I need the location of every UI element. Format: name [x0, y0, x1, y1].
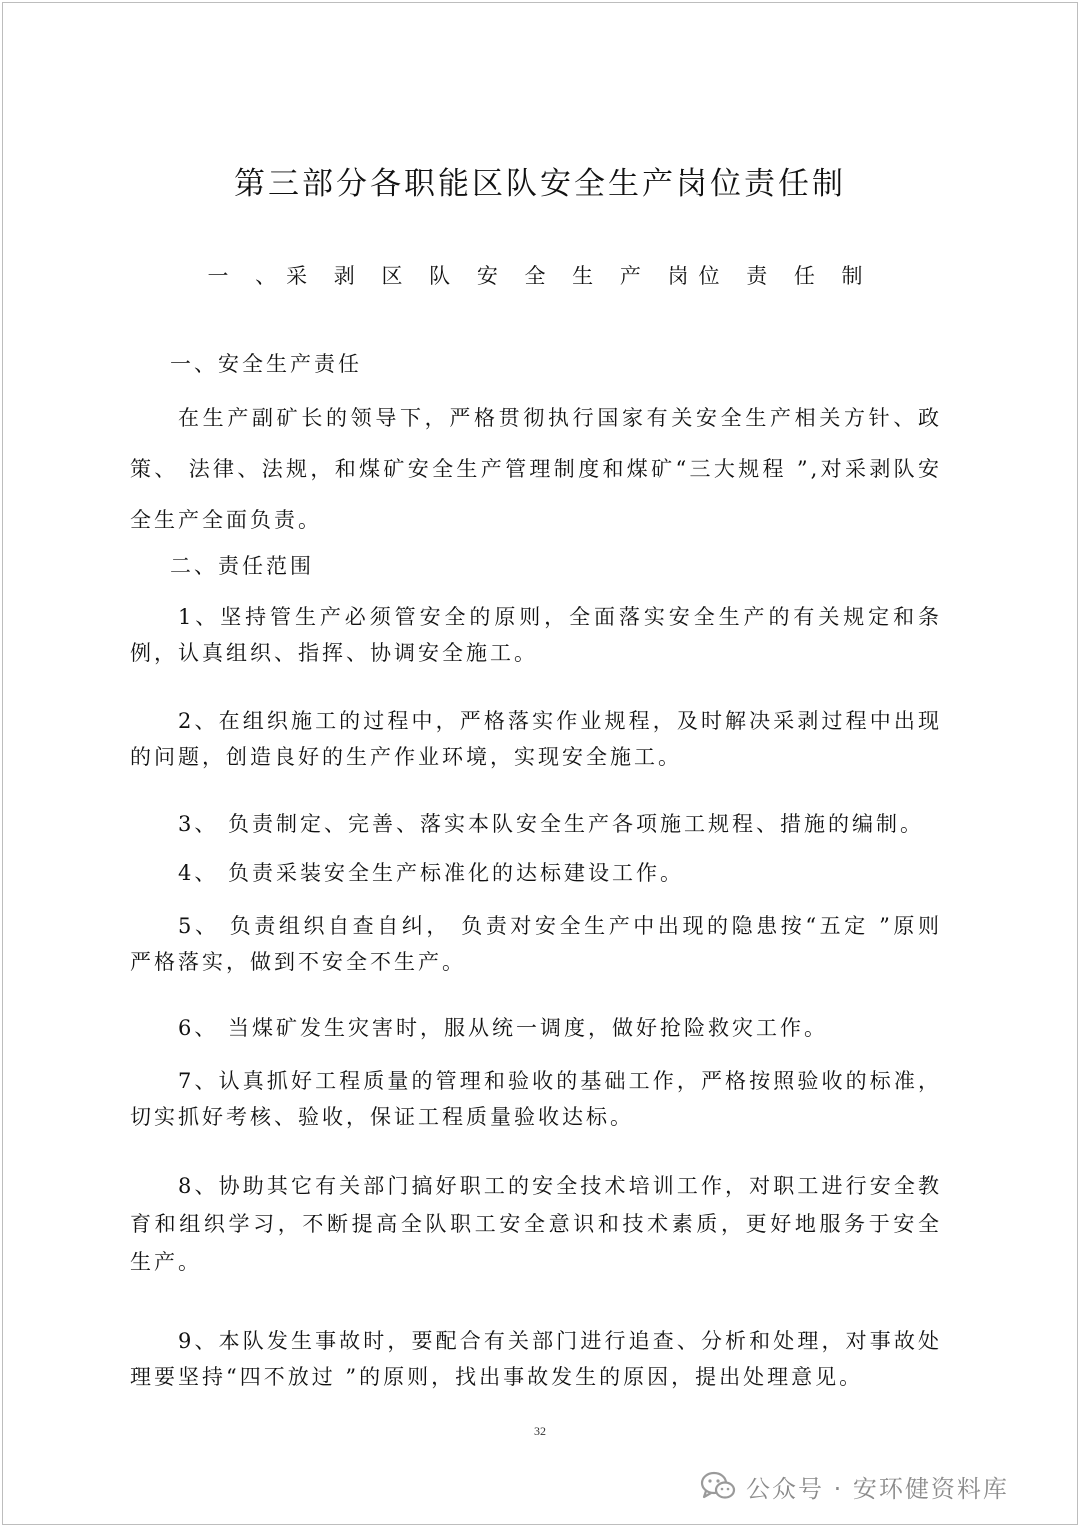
wechat-icon	[700, 1470, 736, 1502]
scope-item-2: 2、在组织施工的过程中，严格落实作业规程，及时解决采剥过程中出现的问题，创造良好的生产作业环境，实现安全施工。	[130, 709, 942, 769]
scope-item-4: 4、 负责采装安全生产标准化的达标建设工作。	[178, 861, 685, 885]
watermark-text: 公众号 · 安环健资料库	[746, 1474, 1009, 1503]
document-title: 第三部分各职能区队安全生产岗位责任制	[234, 166, 846, 202]
page-number: 32	[534, 1424, 546, 1438]
scope-item-1: 1、坚持管生产必须管安全的原则，全面落实安全生产的有关规定和条例，认真组织、指挥、协调安全施工。	[130, 605, 942, 665]
scope-item-6: 6、 当煤矿发生灾害时，服从统一调度，做好抢险救灾工作。	[178, 1016, 829, 1040]
scope-item-3: 3、 负责制定、完善、落实本队安全生产各项施工规程、措施的编制。	[178, 812, 925, 836]
responsibility-paragraph: 在生产副矿长的领导下，严格贯彻执行国家有关安全生产相关方针、政策、 法律、法规，和煤矿安全生产管理制度和煤矿“三大规程 ”,对采剥队安全生产全面负责。	[130, 406, 942, 532]
section-subtitle: 一 、采 剥 区 队 安 全 生 产 岗位 责 任 制	[207, 264, 873, 288]
scope-item-7: 7、认真抓好工程质量的管理和验收的基础工作，严格按照验收的标准，切实抓好考核、验收，保证工程质量验收达标。	[130, 1069, 942, 1129]
section-heading-responsibility: 一、安全生产责任	[170, 352, 362, 376]
scope-item-8: 8、协助其它有关部门搞好职工的安全技术培训工作，对职工进行安全教育和组织学习，不断提高全队职工安全意识和技术素质，更好地服务于安全生产。	[130, 1174, 942, 1274]
scope-item-5: 5、 负责组织自查自纠， 负责对安全生产中出现的隐患按“五定 ”原则严格落实，做到不安全不生产。	[130, 914, 942, 974]
watermark	[700, 1466, 1009, 1506]
section-heading-scope: 二、责任范围	[170, 554, 314, 578]
scope-item-9: 9、本队发生事故时，要配合有关部门进行追查、分析和处理，对事故处理要坚持“四不放过 ”的原则，找出事故发生的原因，提出处理意见。	[130, 1329, 942, 1389]
